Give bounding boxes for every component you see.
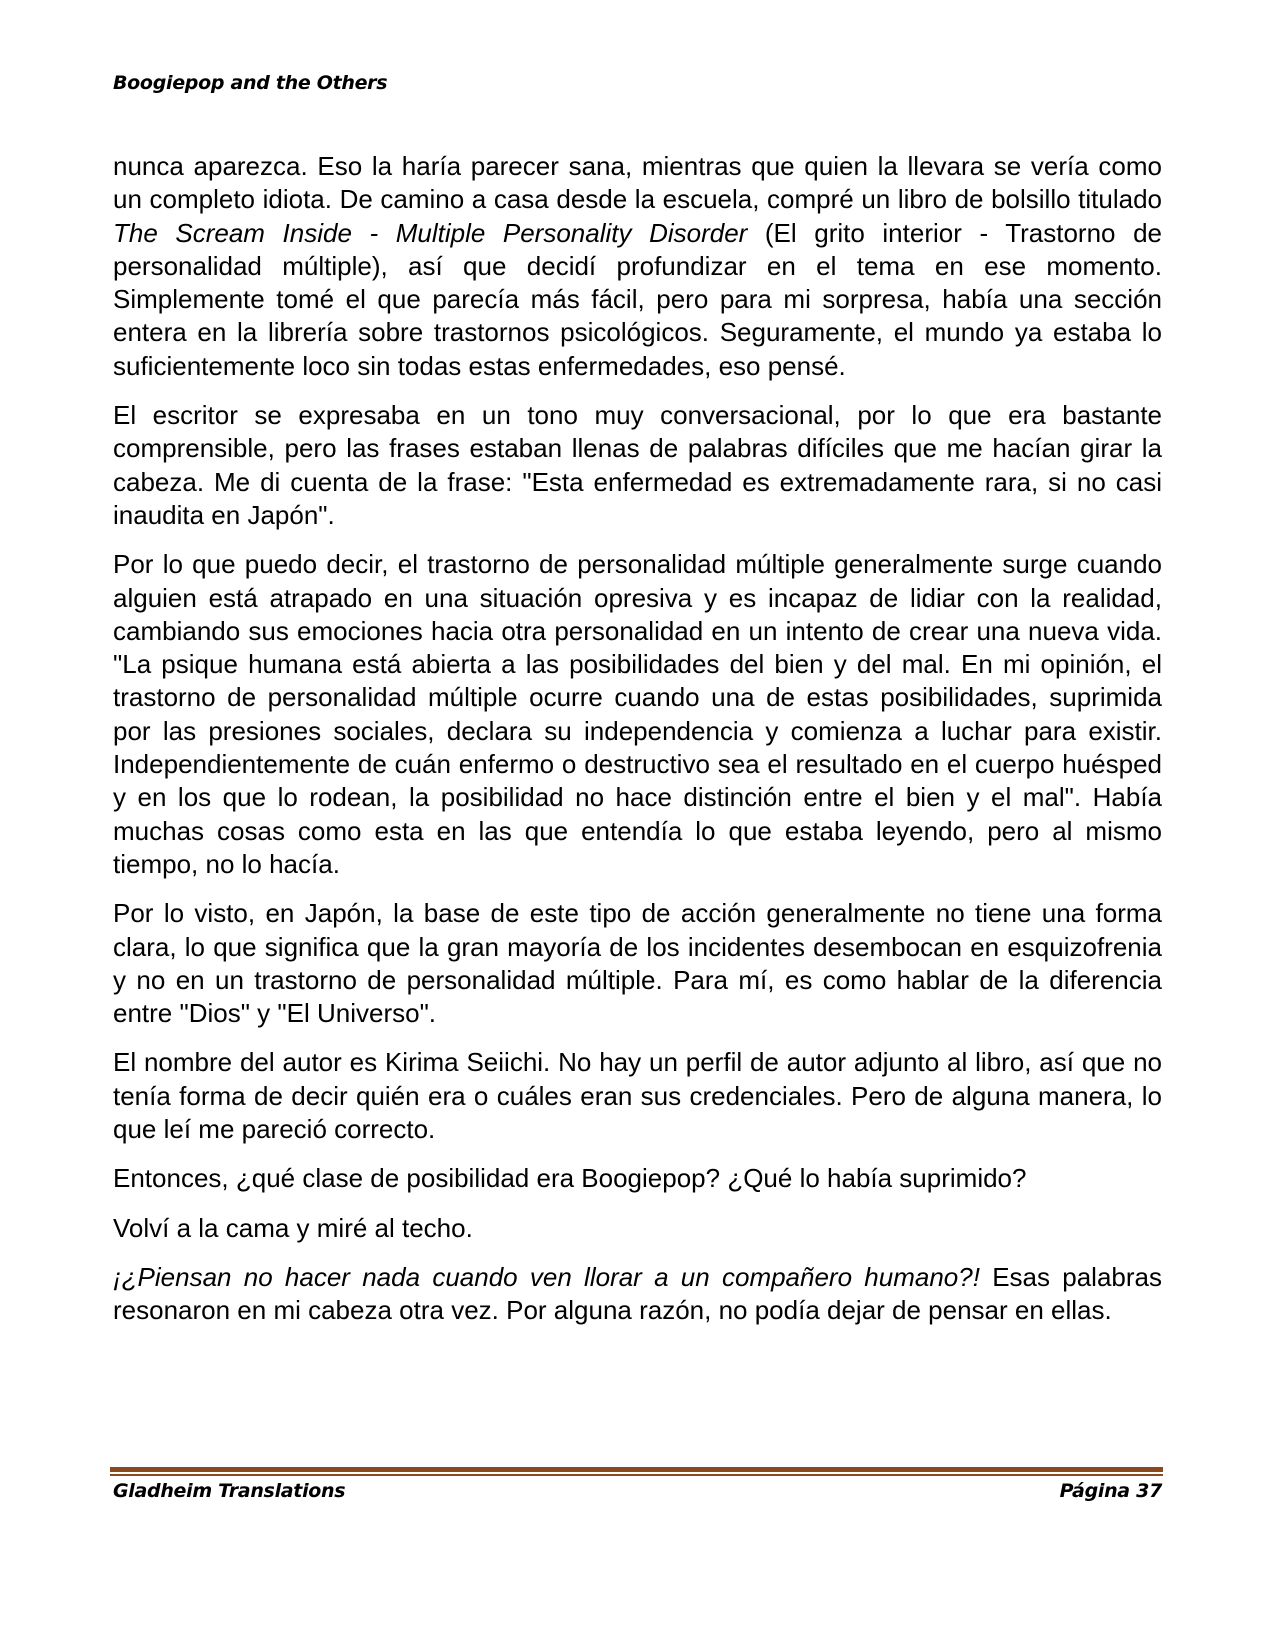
paragraph-8-rest: Esas palabras resonaron en mi cabeza otra vez. Por alguna razón, no podía dejar de pensar en ellas.	[113, 1261, 1162, 1326]
paragraph-2: El escritor se expresaba en un tono muy conversacional, por lo que era bastante comprensible, pero las frases estaban llenas de palabras difíciles que me hacían girar la cabeza. Me di cuenta de la frase: "Esta enfermedad es extremadamente rara, si no casi inaudita en Japón".	[113, 400, 1162, 530]
paragraph-1-end: (El grito interior - Trastorno de personalidad múltiple), así que decidí profundizar en el tema en ese momento. Simplemente tomé el que parecía más fácil, pero para mi sorpresa, había una sección entera en la librería sobre trastornos psicológicos. Seguramente, el mundo ya estaba lo suficientemente loco sin todas estas enfermedades, eso pensé.	[113, 217, 1163, 381]
page-number: Página 37	[1059, 1480, 1162, 1502]
paragraph-8-italic: ¡¿Piensan no hacer nada cuando ven llorar a un compañero humano?!	[113, 1261, 980, 1292]
footer-rule-thin	[110, 1474, 1163, 1476]
footer-publisher: Gladheim Translations	[113, 1480, 346, 1502]
footer-rule-thick	[110, 1467, 1163, 1472]
running-header: Boogiepop and the Others	[113, 72, 388, 94]
paragraph-1-start: nunca aparezca. Eso la haría parecer sana, mientras que quien la llevara se vería como un completo idiota. De camino a casa desde la escuela, compré un libro de bolsillo titulado	[113, 151, 1162, 215]
paragraph-1	[113, 150, 1162, 383]
body-text	[113, 150, 1162, 1328]
paragraph-6: Entonces, ¿qué clase de posibilidad era Boogiepop? ¿Qué lo había suprimido?	[113, 1163, 1027, 1194]
paragraph-5: El nombre del autor es Kirima Seiichi. No hay un perfil de autor adjunto al libro, así que no tenía forma de decir quién era o cuáles eran sus credenciales. Pero de alguna manera, lo que leí me pareció correcto.	[113, 1047, 1162, 1145]
paragraph-3: Por lo que puedo decir, el trastorno de personalidad múltiple generalmente surge cuando alguien está atrapado en una situación opresiva y es incapaz de lidiar con la realidad, cambiando sus emociones hacia otra personalidad en un intento de crear una nueva vida. "La psique humana está abierta a las posibilidades del bien y del mal. En mi opinión, el trastorno de personalidad múltiple ocurre cuando una de estas posibilidades, suprimida por las presiones sociales, declara su independencia y comienza a luchar para existir. Independientemente de cuán enfermo o destructivo sea el resultado en el cuerpo huésped y en los que lo rodean, la posibilidad no hace distinción entre el bien y el mal". Había muchas cosas como esta en las que entendía lo que estaba leyendo, pero al mismo tiempo, no lo hacía.	[113, 549, 1162, 879]
paragraph-4: Por lo visto, en Japón, la base de este tipo de acción generalmente no tiene una forma clara, lo que significa que la gran mayoría de los incidentes desembocan en esquizofrenia y no en un trastorno de personalidad múltiple. Para mí, es como hablar de la diferencia entre "Dios" y "El Universo".	[113, 898, 1162, 1029]
paragraph-7: Volví a la cama y miré al techo.	[113, 1212, 473, 1243]
paragraph-8	[113, 1261, 1162, 1328]
book-title: The Scream Inside - Multiple Personality Disorder	[113, 217, 748, 248]
